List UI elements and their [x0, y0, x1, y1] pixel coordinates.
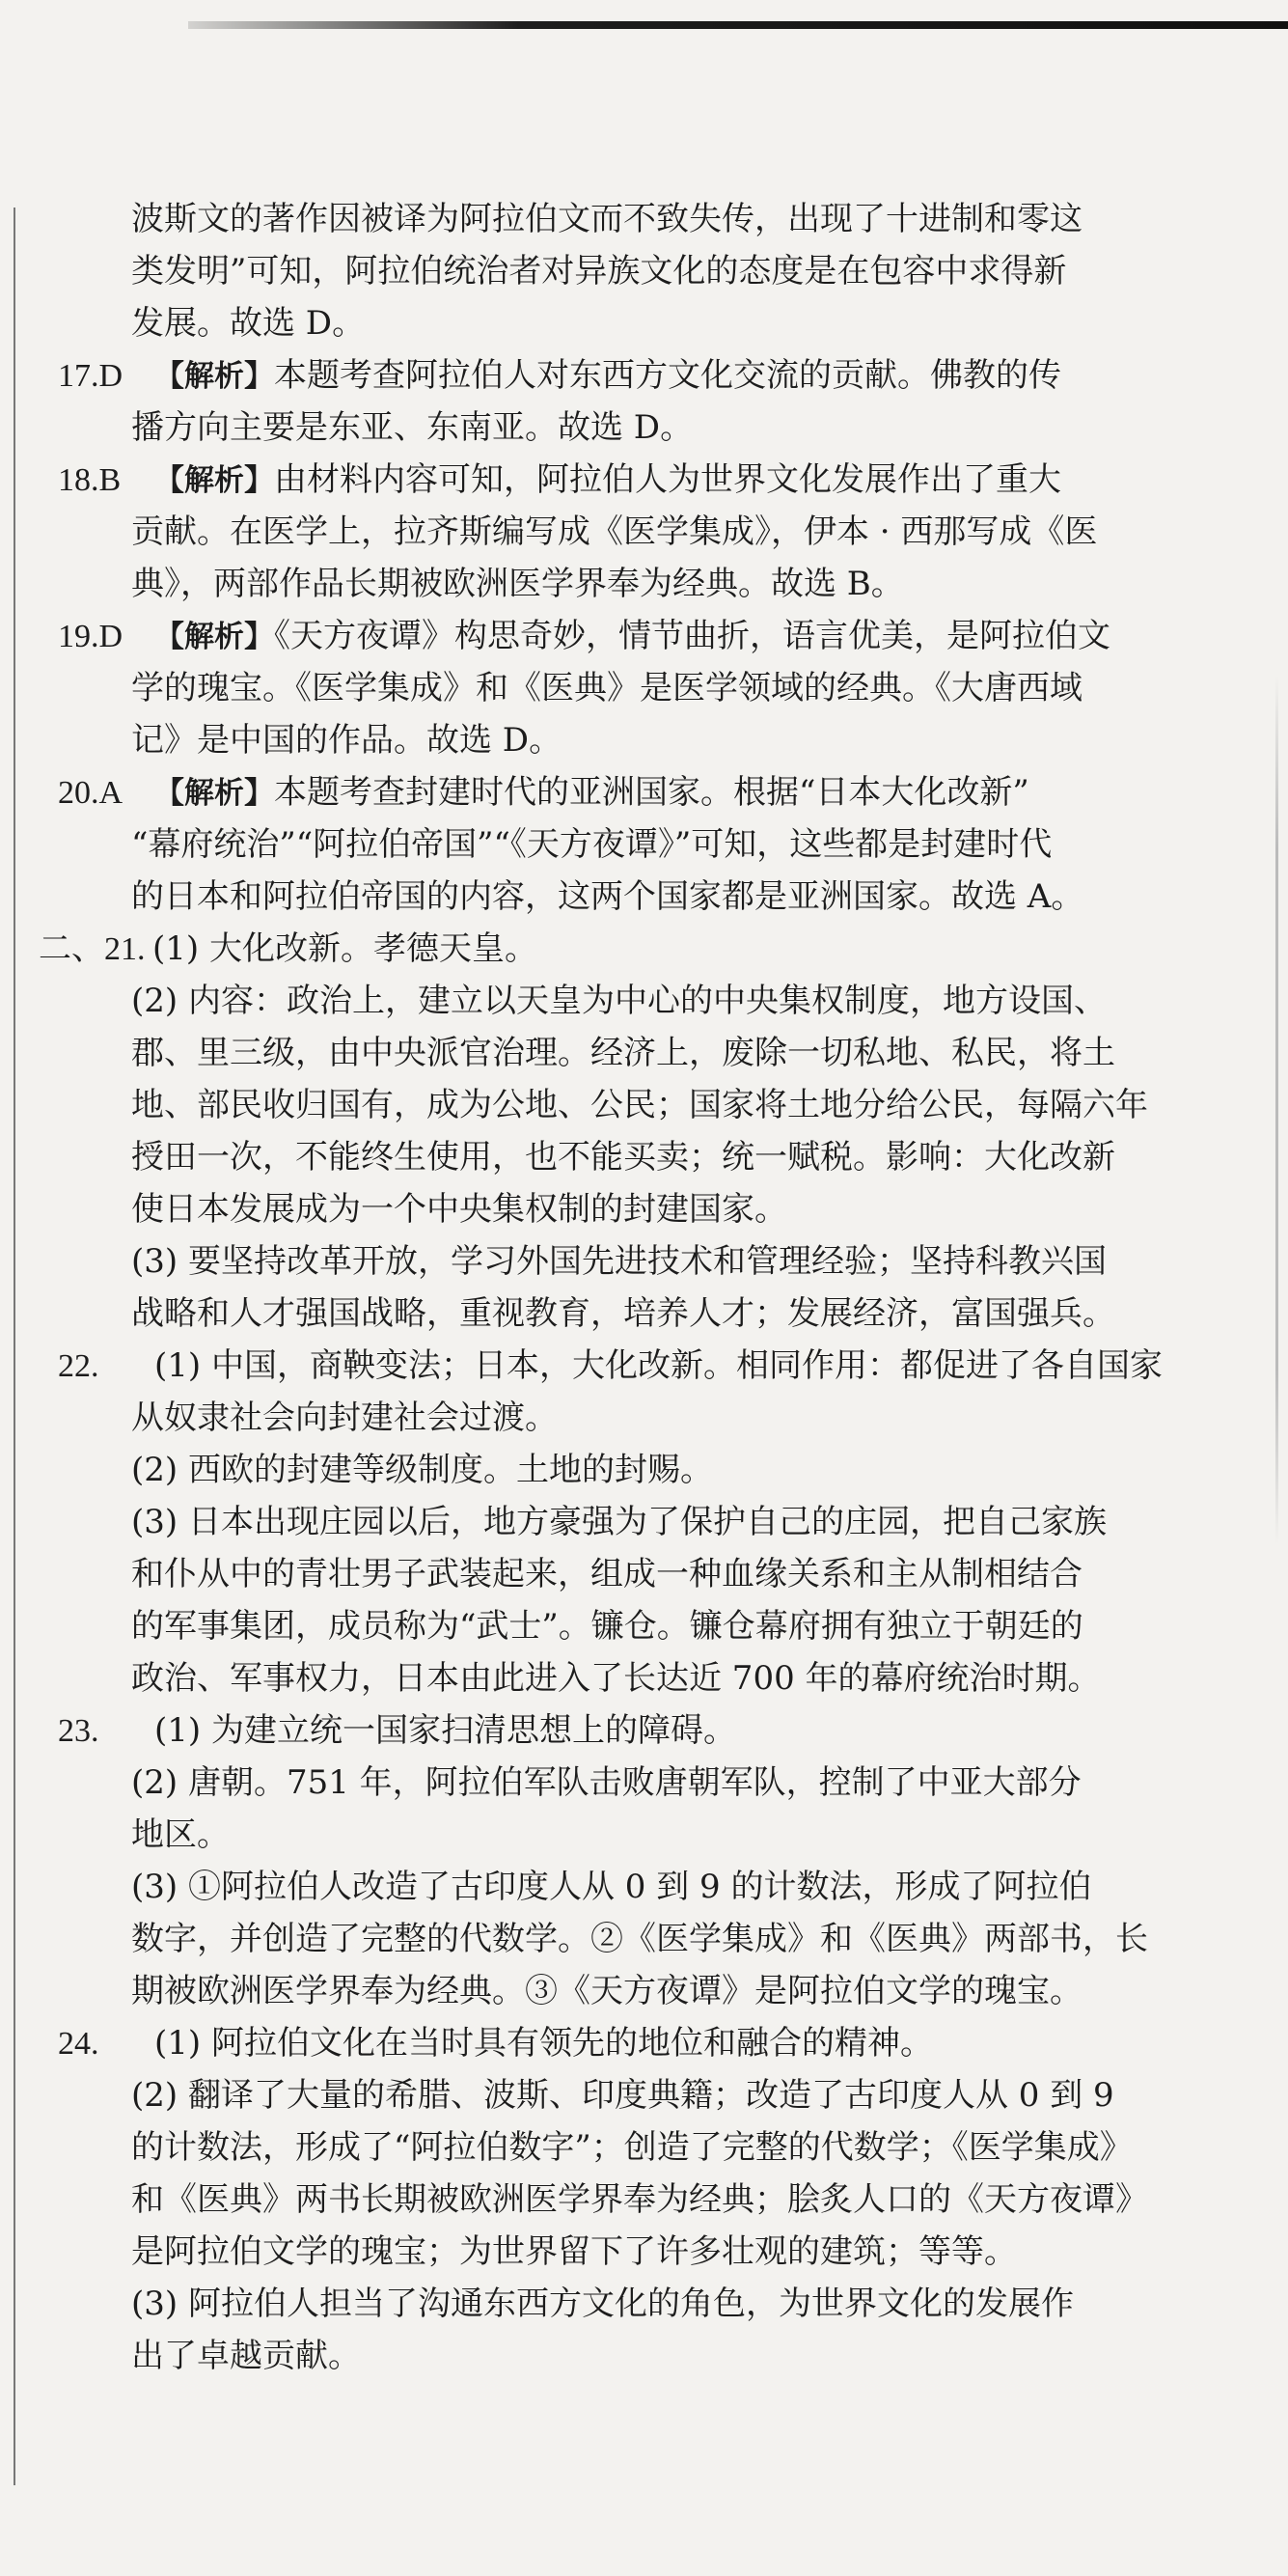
text-line: 郡、里三级，由中央派官治理。经济上，废除一切私地、私民，将土 — [131, 1034, 1115, 1072]
text-line: 授田一次，不能终生使用，也不能买卖；统一赋税。影响：大化改新 — [131, 1138, 1115, 1177]
text-line: 播方向主要是东亚、东南亚。故选 D。 — [131, 408, 694, 447]
text-line: 政治、军事权力，日本由此进入了长达近 700 年的幕府统治时期。 — [131, 1659, 1101, 1698]
text-line: 战略和人才强国战略，重视教育，培养人才；发展经济，富国强兵。 — [131, 1294, 1115, 1333]
text-line: (2) 唐朝。751 年，阿拉伯军队击败唐朝军队，控制了中亚大部分 — [131, 1763, 1082, 1802]
top-border-rule — [188, 21, 1288, 29]
text-line: 地、部民收归国有，成为公地、公民；国家将土地分给公民，每隔六年 — [131, 1086, 1148, 1124]
question-number: 24. — [58, 2026, 99, 2062]
analysis-tag: 【解析】 — [154, 620, 274, 654]
question-first-line — [39, 766, 1254, 818]
text-line: (1) 阿拉伯文化在当时具有领先的地位和融合的精神。 — [154, 2024, 933, 2063]
text-line: 的军事集团，成员称为“武士”。镰仓。镰仓幕府拥有独立于朝廷的 — [131, 1607, 1083, 1646]
answer-letter: D — [98, 358, 123, 394]
question-24 — [39, 2017, 1254, 2382]
text-line: 期被欧洲医学界奉为经典。③《天方夜谭》是阿拉伯文学的瑰宝。 — [131, 1972, 1082, 2010]
analysis-tag: 【解析】 — [154, 463, 274, 498]
text-line: (2) 西欧的封建等级制度。土地的封赐。 — [131, 1451, 713, 1489]
text-line: (1) 大化改新。孝德天皇。 — [152, 929, 537, 968]
answer-letter: D — [98, 619, 123, 654]
text-line: (1) 为建立统一国家扫清思想上的障碍。 — [154, 1711, 736, 1750]
question-first-line — [39, 349, 1254, 402]
text-line: 学的瑰宝。《医学集成》和《医典》是医学领域的经典。《大唐西域 — [131, 669, 1082, 707]
left-margin-rule — [14, 208, 15, 2485]
question-23 — [39, 1704, 1254, 2017]
text-line: 是阿拉伯文学的瑰宝；为世界留下了许多壮观的建筑；等等。 — [131, 2232, 1017, 2271]
text-line: 本题考查阿拉伯人对东西方文化交流的贡献。佛教的传 — [274, 356, 1061, 395]
text-line: 本题考查封建时代的亚洲国家。根据“日本大化改新” — [274, 773, 1029, 812]
text-line: 类发明”可知，阿拉伯统治者对异族文化的态度是在包容中求得新 — [131, 252, 1067, 291]
text-line: 发展。故选 D。 — [131, 304, 366, 343]
answer-letter: B — [98, 462, 122, 498]
question-number: 18.B — [58, 462, 122, 498]
text-line: (1) 中国，商鞅变法；日本，大化改新。相同作用：都促进了各自国家 — [154, 1346, 1163, 1385]
question-first-line — [39, 1340, 1254, 1392]
text-line: (3) ①阿拉伯人改造了古印度人从 0 到 9 的计数法，形成了阿拉伯 — [131, 1868, 1092, 1906]
text-line: 的计数法，形成了“阿拉伯数字”；创造了完整的代数学；《医学集成》 — [131, 2128, 1133, 2167]
analysis-tag: 【解析】 — [154, 776, 274, 811]
text-line: (3) 阿拉伯人担当了沟通东西方文化的角色，为世界文化的发展作 — [131, 2285, 1074, 2323]
right-edge-shadow — [1275, 676, 1278, 1544]
text-line: 典》，两部作品长期被欧洲医学界奉为经典。故选 B。 — [131, 565, 904, 603]
question-21 — [39, 923, 1254, 1340]
question-first-line — [39, 2017, 1254, 2069]
question-number: 19.D — [58, 619, 123, 654]
question-19 — [39, 610, 1254, 766]
text-line: 和《医典》两书长期被欧洲医学界奉为经典；脍炙人口的《天方夜谭》 — [131, 2180, 1148, 2219]
text-line: 出了卓越贡献。 — [131, 2337, 361, 2375]
text-line: 从奴隶社会向封建社会过渡。 — [131, 1399, 558, 1437]
question-18 — [39, 454, 1254, 610]
question-number: 二、21. — [39, 931, 146, 967]
text-line: 贡献。在医学上，拉齐斯编写成《医学集成》，伊本 · 西那写成《医 — [131, 512, 1098, 551]
text-line: (2) 内容：政治上，建立以天皇为中心的中央集权制度，地方设国、 — [131, 982, 1107, 1020]
text-line: 数字，并创造了完整的代数学。②《医学集成》和《医典》两部书，长 — [131, 1920, 1148, 1958]
question-number: 17.D — [58, 358, 123, 394]
question-number: 23. — [58, 1713, 99, 1749]
question-first-line — [39, 454, 1254, 506]
question-first-line — [39, 610, 1254, 662]
question-22 — [39, 1340, 1254, 1704]
text-line: 和仆从中的青壮男子武装起来，组成一种血缘关系和主从制相结合 — [131, 1555, 1082, 1593]
text-line: 波斯文的著作因被译为阿拉伯文而不致失传，出现了十进制和零这 — [131, 200, 1082, 238]
question-20 — [39, 766, 1254, 923]
text-line: 的日本和阿拉伯帝国的内容，这两个国家都是亚洲国家。故选 A。 — [131, 877, 1084, 916]
text-line: 记》是中国的作品。故选 D。 — [131, 721, 562, 760]
text-line: 《天方夜谭》构思奇妙，情节曲折，语言优美，是阿拉伯文 — [274, 617, 1110, 655]
text-line: 使日本发展成为一个中央集权制的封建国家。 — [131, 1190, 787, 1229]
text-line: 由材料内容可知，阿拉伯人为世界文化发展作出了重大 — [274, 460, 1061, 499]
text-line: 地区。 — [131, 1815, 230, 1854]
question-first-line — [39, 1704, 1254, 1757]
text-line: (3) 日本出现庄园以后，地方豪强为了保护自己的庄园，把自己家族 — [131, 1503, 1107, 1541]
text-line: “幕府统治”“阿拉伯帝国”“《天方夜谭》”可知，这些都是封建时代 — [131, 825, 1053, 864]
q16-continuation — [39, 193, 1254, 349]
question-first-line — [39, 923, 1254, 975]
text-line: (3) 要坚持改革开放，学习外国先进技术和管理经验；坚持科教兴国 — [131, 1242, 1107, 1281]
answer-letter: A — [98, 775, 123, 811]
question-number: 20.A — [58, 775, 123, 811]
question-17 — [39, 349, 1254, 454]
answer-key-content — [39, 193, 1254, 2382]
question-number: 22. — [58, 1348, 99, 1384]
text-line: (2) 翻译了大量的希腊、波斯、印度典籍；改造了古印度人从 0 到 9 — [131, 2076, 1114, 2115]
analysis-tag: 【解析】 — [154, 359, 274, 394]
